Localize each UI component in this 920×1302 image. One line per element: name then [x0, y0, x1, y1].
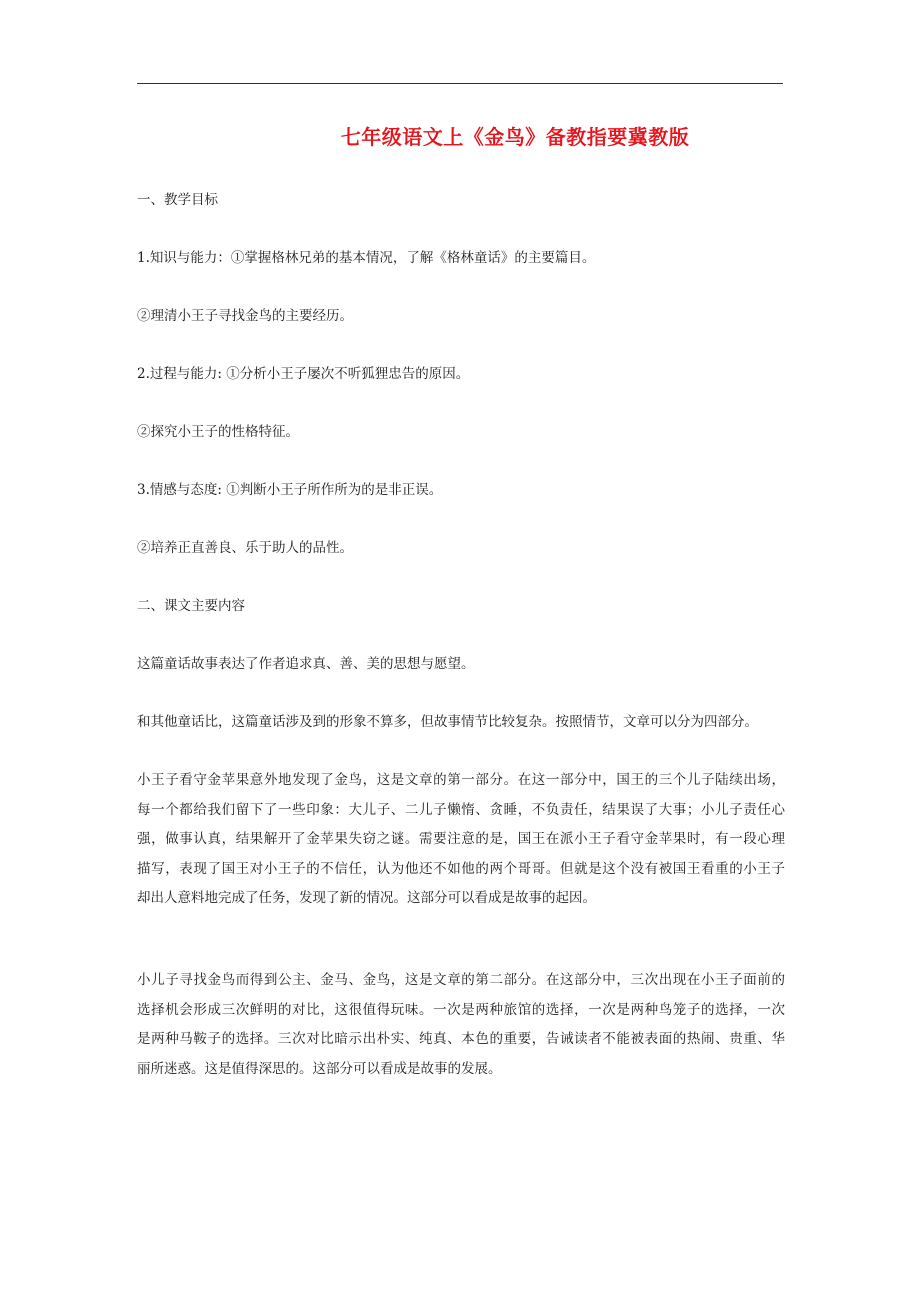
content-paragraph-1: 这篇童话故事表达了作者追求真、善、美的思想与愿望。: [137, 656, 475, 672]
paragraph-line: 丽所迷惑。这是值得深思的。这部分可以看成是故事的发展。: [137, 1060, 502, 1077]
goal-knowledge-sub: ②理清小王子寻找金鸟的主要经历。: [137, 308, 353, 324]
goal-emotion-sub: ②培养正直善良、乐于助人的品性。: [137, 540, 353, 556]
paragraph-line: 选择机会形成三次鲜明的对比，这很值得玩味。一次是两种旅馆的选择，一次是两种鸟笼子的选择，一次: [137, 1001, 785, 1018]
paragraph-line: 小王子看守金苹果意外地发现了金鸟，这是文章的第一部分。在这一部分中，国王的三个儿子陆续出场，: [137, 772, 785, 788]
header-rule: [137, 83, 783, 84]
paragraph-line: 每一个都给我们留下了一些印象：大儿子、二儿子懒惰、贪睡，不负责任，结果误了大事；小儿子责任心: [137, 801, 785, 818]
content-paragraph-3: [137, 766, 785, 914]
content-paragraph-2: 和其他童话比，这篇童话涉及到的形象不算多，但故事情节比较复杂。按照情节，文章可以分为四部分。: [137, 714, 758, 730]
content-paragraph-4: [137, 966, 785, 1084]
document-title: 七年级语文上《金鸟》备教指要冀教版: [340, 125, 690, 149]
goal-process: 2.过程与能力: ①分析小王子屡次不听狐狸忠告的原因。: [137, 366, 470, 382]
goal-emotion: 3.情感与态度: ①判断小王子所作所为的是非正误。: [137, 482, 443, 498]
goal-knowledge: 1.知识与能力：①掌握格林兄弟的基本情况，了解《格林童话》的主要篇目。: [137, 250, 596, 266]
section-heading-main-content: 二、课文主要内容: [137, 598, 245, 614]
paragraph-line: 小儿子寻找金鸟而得到公主、金马、金鸟，这是文章的第二部分。在这部分中，三次出现在小王子面前的: [137, 972, 785, 988]
goal-process-sub: ②探究小王子的性格特征。: [137, 424, 299, 440]
paragraph-line: 强，做事认真，结果解开了金苹果失窃之谜。需要注意的是，国王在派小王子看守金苹果时，有一段心理: [137, 831, 785, 847]
paragraph-line: 是两种马鞍子的选择。三次对比暗示出朴实、纯真、本色的重要，告诫读者不能被表面的热闹、贵重、华: [137, 1031, 785, 1047]
section-heading-teaching-goals: 一、教学目标: [137, 192, 218, 208]
paragraph-line: 描写，表现了国王对小王子的不信任，认为他还不如他的两个哥哥。但就是这个没有被国王看重的小王子: [137, 860, 785, 877]
paragraph-line: 却出人意料地完成了任务，发现了新的情况。这部分可以看成是故事的起因。: [137, 890, 596, 906]
